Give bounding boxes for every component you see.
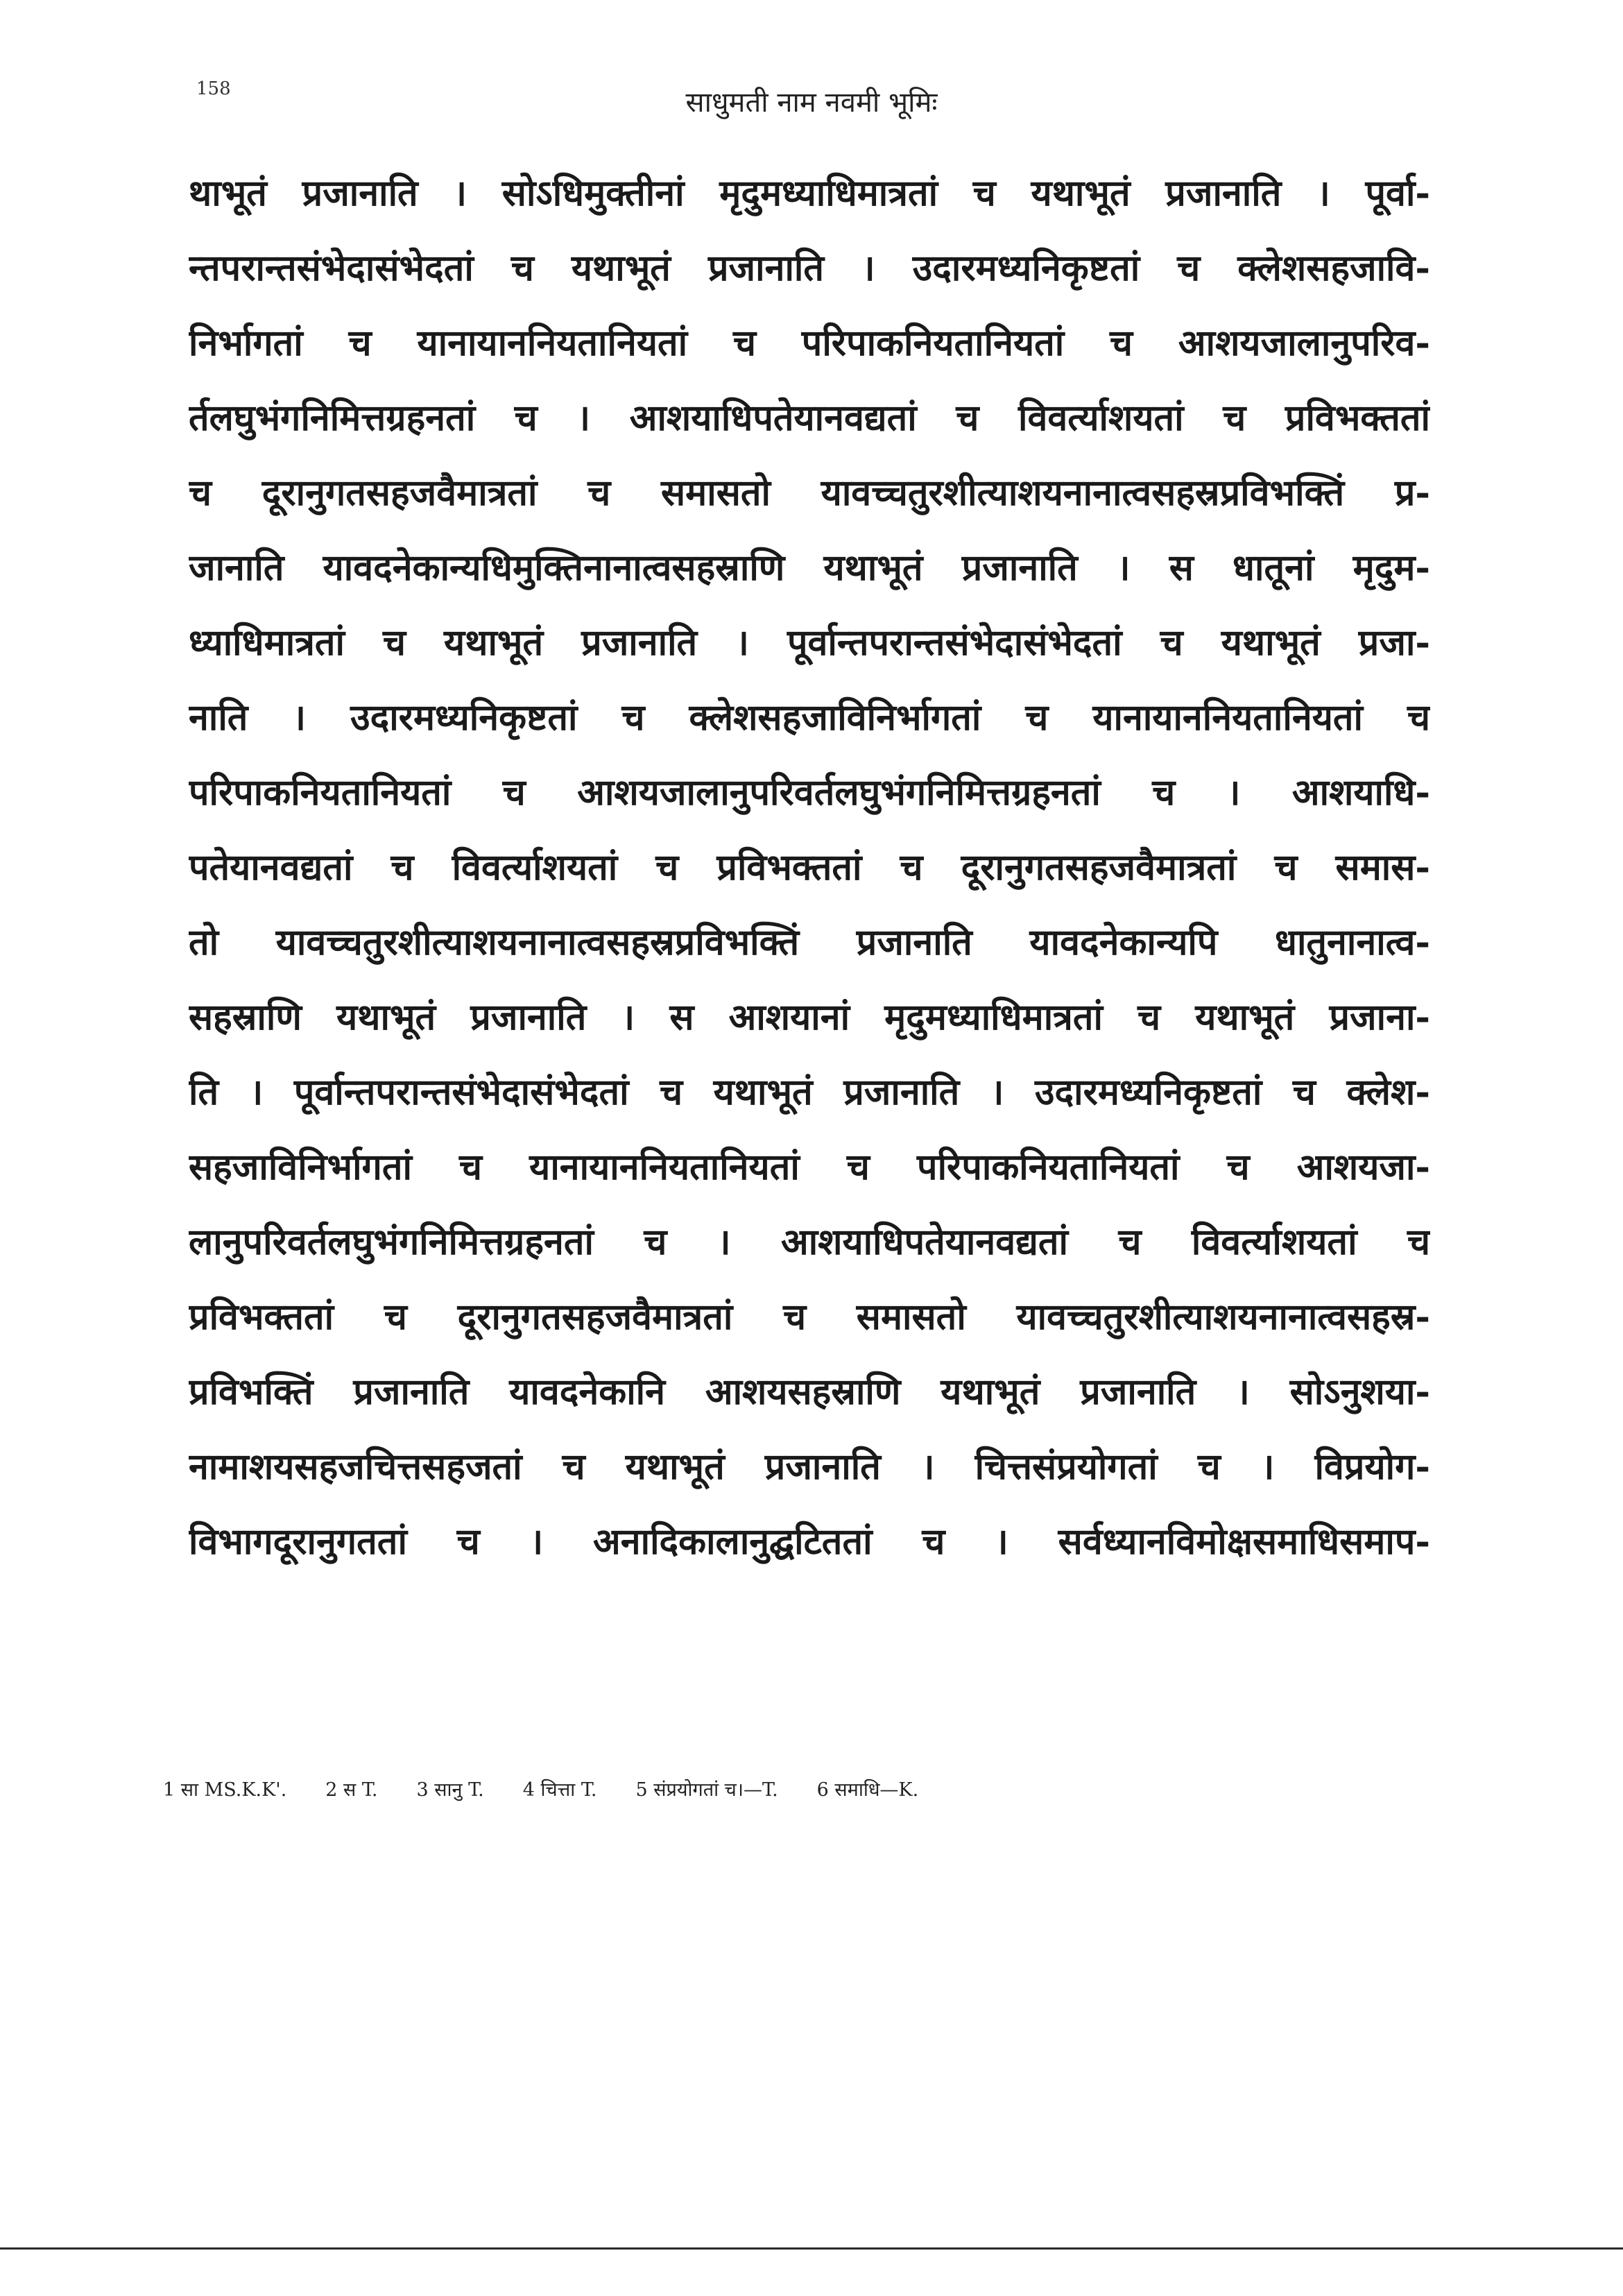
text-line: न्तपरान्तसंभेदासंभेदतां च यथाभूतं प्रजानाति । उदारमध्यनिकृष्टतां च क्लेशसहजावि-: [189, 247, 1430, 289]
text-line: ति । पूर्वान्तपरान्तसंभेदासंभेदतां च यथाभूतं प्रजानाति । उदारमध्यनिकृष्टतां च क्लेश-: [189, 1071, 1430, 1113]
text-line: लानुपरिवर्तलघुभंगनिमित्तग्रहनतां च । आशयाधिपतेयानवद्यतां च विवर्त्याशयतां च: [189, 1221, 1430, 1263]
text-line: सहजाविनिर्भागतां च यानायाननियतानियतां च परिपाकनियतानियतां च आशयजा-: [189, 1146, 1430, 1188]
text-line: पतेयानवद्यतां च विवर्त्याशयतां च प्रविभक्ततां च दूरानुगतसहजवैमात्रतां च समास-: [189, 846, 1430, 889]
text-line: विभागदूरानुगततां च । अनादिकालानुद्घटिततां च । सर्वध्यानविमोक्षसमाधिसमाप-: [189, 1520, 1430, 1563]
page-number: 158: [196, 78, 231, 99]
footnotes: [163, 1776, 1342, 1801]
text-line: प्रविभक्ततां च दूरानुगतसहजवैमात्रतां च समासतो यावच्चतुरशीत्याशयनानात्वसहस्र-: [189, 1296, 1430, 1338]
footnote: 4 चित्ता T.: [522, 1779, 597, 1801]
text-line: नाति । उदारमध्यनिकृष्टतां च क्लेशसहजाविनिर्भागतां च यानायाननियतानियतां च: [189, 696, 1430, 739]
bottom-rule: [0, 2247, 1623, 2250]
text-line: सहस्राणि यथाभूतं प्रजानाति । स आशयानां मृदुमध्याधिमात्रतां च यथाभूतं प्रजाना-: [189, 996, 1430, 1038]
body-text: [189, 156, 1430, 1579]
text-line: प्रविभक्तिं प्रजानाति यावदनेकानि आशयसहस्राणि यथाभूतं प्रजानाति । सोऽनुशया-: [189, 1371, 1430, 1413]
text-line: थाभूतं प्रजानाति । सोऽधिमुक्तीनां मृदुमध्याधिमात्रतां च यथाभूतं प्रजानाति । पूर्वा-: [189, 172, 1430, 214]
footnote: 3 सानु T.: [416, 1779, 484, 1801]
text-line: च दूरानुगतसहजवैमात्रतां च समासतो यावच्चतुरशीत्याशयनानात्वसहस्रप्रविभक्तिं प्र-: [189, 472, 1430, 514]
text-line: र्तलघुभंगनिमित्तग्रहनतां च । आशयाधिपतेयानवद्यतां च विवर्त्याशयतां च प्रविभक्ततां: [189, 397, 1430, 439]
footnote: 5 संप्रयोगतां च।—T.: [635, 1779, 778, 1801]
footnote: 2 स T.: [325, 1779, 378, 1801]
text-line: नामाशयसहजचित्तसहजतां च यथाभूतं प्रजानाति । चित्तसंप्रयोगतां च । विप्रयोग-: [189, 1446, 1430, 1488]
text-line: जानाति यावदनेकान्यधिमुक्तिनानात्वसहस्राणि यथाभूतं प्रजानाति । स धातूनां मृदुम-: [189, 547, 1430, 589]
text-line: तो यावच्चतुरशीत्याशयनानात्वसहस्रप्रविभक्तिं प्रजानाति यावदनेकान्यपि धातुनानात्व-: [189, 921, 1430, 963]
text-line: ध्याधिमात्रतां च यथाभूतं प्रजानाति । पूर्वान्तपरान्तसंभेदासंभेदतां च यथाभूतं प्रजा-: [189, 622, 1430, 664]
text-line: निर्भागतां च यानायाननियतानियतां च परिपाकनियतानियतां च आशयजालानुपरिव-: [189, 322, 1430, 364]
footnote: 1 सा MS.K.K'.: [163, 1779, 287, 1801]
running-title: साधुमती नाम नवमी भूमिः: [685, 87, 938, 119]
footnote: 6 समाधि—K.: [816, 1779, 919, 1801]
text-line: परिपाकनियतानियतां च आशयजालानुपरिवर्तलघुभंगनिमित्तग्रहनतां च । आशयाधि-: [189, 771, 1430, 814]
